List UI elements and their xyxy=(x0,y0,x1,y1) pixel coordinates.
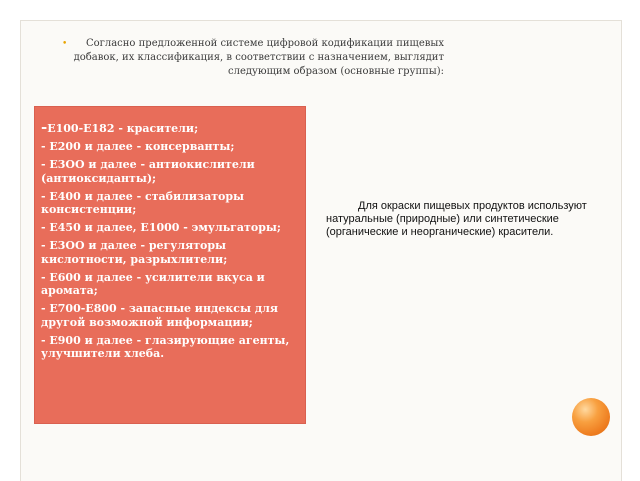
list-item: - Е3OO и далее - антиокислители (антиоксиданты); xyxy=(41,158,255,185)
list-item: - Е3OO и далее - регуляторы кислотности, разрыхлители; xyxy=(41,239,228,266)
list-item: - Е600 и далее - усилители вкуса и аромата; xyxy=(41,270,265,297)
bullet-icon: • xyxy=(62,39,68,49)
list-item-text: Е100-Е182 - красители; xyxy=(47,122,199,135)
intro-text: Согласно предложенной системе цифровой кодификации пищевых добавок, их классификация, в соответствии с назначением, выглядит следующим образом (основные группы): xyxy=(73,38,444,77)
list-dash: - xyxy=(41,118,48,136)
list-item xyxy=(41,118,297,136)
orange-orb-icon xyxy=(572,398,610,436)
additive-groups-box xyxy=(34,106,306,424)
dyes-paragraph: Для окраски пищевых продуктов используют натуральные (природные) или синтетические (органические и неорганические) красители. xyxy=(326,200,587,238)
list-item: - Е900 и далее - глазирующие агенты, улучшители хлеба. xyxy=(41,333,290,360)
list-item: - Е400 и далее - стабилизаторы консистенции; xyxy=(41,189,245,216)
list-item: - Е200 и далее - консерванты; xyxy=(41,140,235,153)
list-item: - Е450 и далее, Е1000 - эмульгаторы; xyxy=(41,221,281,234)
intro-paragraph xyxy=(62,37,444,79)
additive-groups-list xyxy=(41,118,297,361)
list-item: - Е700-Е800 - запасные индексы для другой возможной информации; xyxy=(41,302,279,329)
